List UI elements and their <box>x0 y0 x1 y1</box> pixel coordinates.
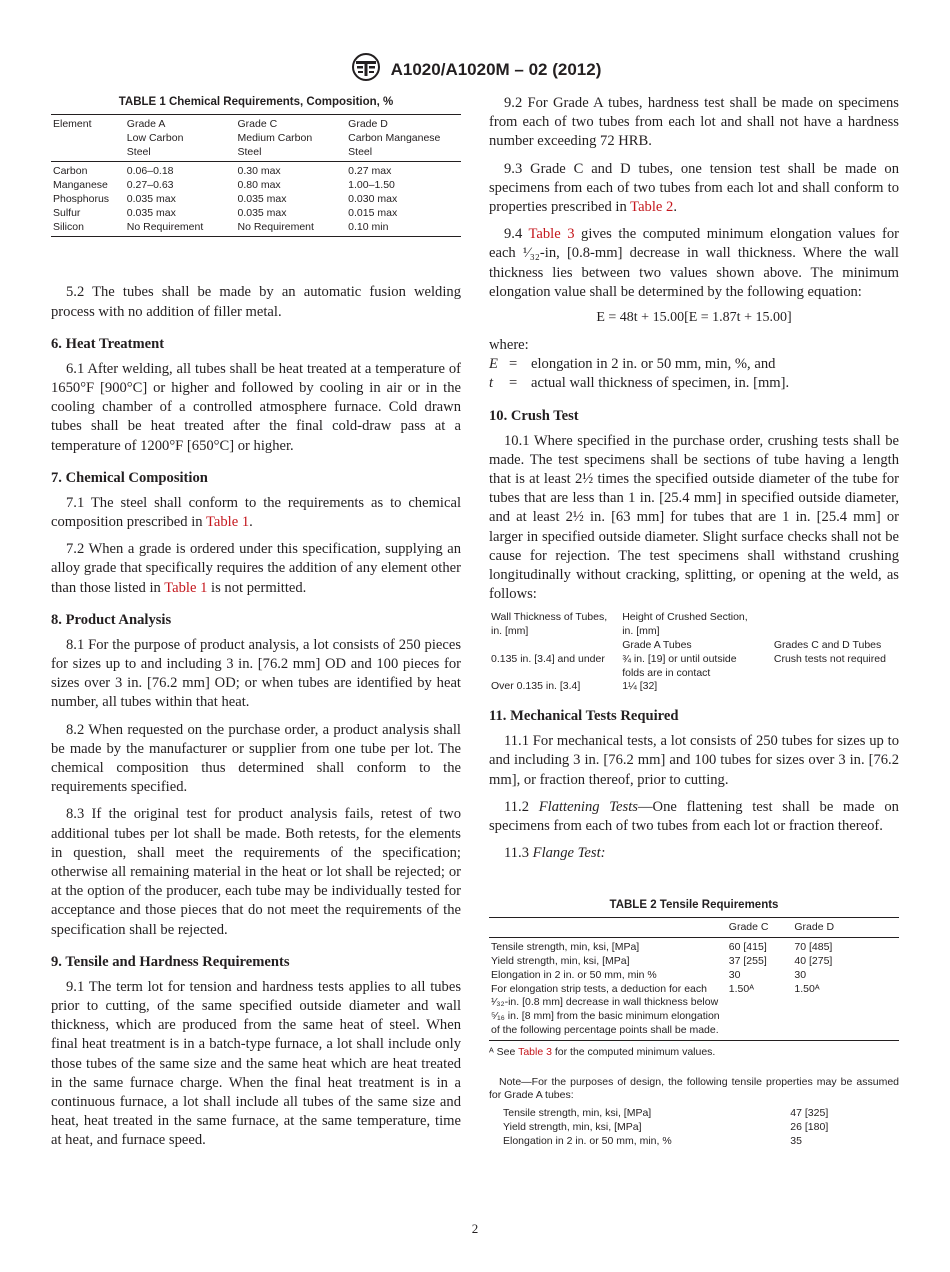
table-row <box>51 179 461 193</box>
table-row <box>489 983 899 1041</box>
crush-cell: folds are in contact <box>622 666 711 679</box>
table3-link[interactable]: Table 3 <box>528 226 575 243</box>
table1-cell: 1.00–1.50 <box>348 179 395 192</box>
table1-cell: 0.80 max <box>237 179 281 192</box>
note-cell: Yield strength, min, ksi, [MPa] <box>503 1121 642 1134</box>
table1-link[interactable]: Table 1 <box>164 579 208 596</box>
section-6-heading: 6. Heat Treatment <box>51 335 165 352</box>
crush-cell <box>772 680 899 694</box>
table1-cell: 0.035 max <box>126 192 176 205</box>
crush-head-cell: Height of Crushed Section, <box>622 611 748 624</box>
table1-cell: 0.015 max <box>348 206 398 219</box>
table2-cell: 1.50ᴬ <box>728 982 754 995</box>
paragraph-8-1: 8.1 For the purpose of product analysis, a lot consists of 250 pieces for sizes up to and including 3 in. [76.2 mm] OD and 100 pieces for sizes over 3 in. [76.2 mm] OD; or when tubes are identified by heat number, all tubes within that heat. <box>51 636 461 711</box>
where-label <box>489 336 899 355</box>
section-8-heading: 8. Product Analysis <box>51 611 172 628</box>
table-row <box>489 1135 899 1149</box>
footnote-text: for the computed minimum values. <box>551 1045 716 1058</box>
paragraph-10-1: 10.1 Where specified in the purchase order, crushing tests shall be made. The test specimens shall be sections of tube having a length that is at least 2½ times the specified outside diameter of the tube for tubes that are less than 1 in. [25.4 mm] in specified outside diameter, and at least 2½ in. [63 mm] for tubes that are 1 in. [25.4 mm] or larger in specified outside diameter. Slight surface checks shall not be cause for rejection. The test specimens shall withstand crushing longitudinally without cracking, splitting, or opening at the weld, as follows: <box>489 432 899 603</box>
paragraph-text: gives the computed minimum elongation values for each ¹⁄₃₂-in, [0.8-mm] decrease in wall thickness. Where the wall thickness lies between two values shown above. The minimum elongation value shall be determined by the following equation: <box>489 226 899 300</box>
paragraph-text: 9.4 <box>504 226 529 243</box>
table1-head-cell <box>51 146 125 162</box>
table1-cell: 0.035 max <box>126 206 176 219</box>
table2-cell: Tensile strength, min, ksi, [MPa] <box>491 941 640 954</box>
table-row <box>489 1121 899 1135</box>
table2-cell: 30 <box>728 968 741 981</box>
table2-footnote <box>489 1046 899 1060</box>
note-cell: 26 [180] <box>790 1121 829 1134</box>
page-header <box>0 52 950 87</box>
table-row <box>51 207 461 221</box>
table1-cell: 0.06–0.18 <box>126 165 174 178</box>
paragraph-11-3 <box>489 844 899 863</box>
table1 <box>51 114 461 237</box>
crush-head-cell <box>772 625 899 639</box>
table2-cell: 40 [275] <box>794 955 833 968</box>
table-row <box>51 193 461 207</box>
table2-cell: 70 [485] <box>794 941 833 954</box>
paragraph-9-4 <box>489 225 899 302</box>
table1-head-cell: Steel <box>126 145 151 158</box>
table-row <box>489 680 899 694</box>
definition-symbol: t <box>489 375 494 392</box>
table1-head-cell: Grade C <box>237 118 278 130</box>
table1-cell: Silicon <box>53 220 84 233</box>
table2-head-cell: Grade C <box>728 921 769 934</box>
definition-text: elongation in 2 in. or 50 mm, min, %, and <box>531 356 776 373</box>
crush-head-cell: Wall Thickness of Tubes, <box>491 611 608 624</box>
definition-row <box>489 374 899 393</box>
crush-head-cell: Grade A Tubes <box>622 639 692 652</box>
table1-head-cell: Medium Carbon <box>237 131 313 144</box>
table1-cell: 0.035 max <box>237 192 287 205</box>
paragraph-11-1: 11.1 For mechanical tests, a lot consists of 250 tubes for sizes up to and including 3 in. [76.2 mm] and 100 tubes for sizes over 3 in. [76.2 mm], or fraction thereof, prior to cutting. <box>489 733 899 788</box>
table1-head-cell: Low Carbon <box>126 131 184 144</box>
table1-cell: Phosphorus <box>53 192 110 205</box>
crush-cell: ¾ in. [19] or until outside <box>622 652 737 665</box>
table-row <box>489 667 899 681</box>
paragraph-7-1 <box>51 494 461 532</box>
table1-head-cell: Steel <box>348 145 373 158</box>
note-cell: Tensile strength, min, ksi, [MPa] <box>503 1107 652 1120</box>
table1-head-cell: Element <box>53 118 92 130</box>
table-row <box>51 162 461 179</box>
crush-cell: 1¼ [32] <box>622 680 658 693</box>
paragraph-text: 7.2 When a grade is ordered under this specification, supplying an alloy grade that specifically requires the addition of any element other than those listed in <box>51 541 461 596</box>
where-text: where: <box>489 337 529 354</box>
table1-cell: No Requirement <box>126 220 204 233</box>
crush-cell: 0.135 in. [3.4] and under <box>491 652 605 665</box>
table1-cell: Manganese <box>53 179 108 192</box>
paragraph-text: 11.3 <box>504 845 533 862</box>
design-note-table <box>489 1107 899 1148</box>
table2-caption: TABLE 2 Tensile Requirements <box>609 899 779 912</box>
paragraph-text: 7.1 The steel shall conform to the requirements as to chemical composition prescribed in <box>51 494 461 530</box>
table-row <box>489 1107 899 1121</box>
crush-head-cell: in. [mm] <box>622 625 660 638</box>
section-9-heading: 9. Tensile and Hardness Requirements <box>51 953 290 970</box>
table1-cell: 0.10 min <box>348 220 389 233</box>
table2-cell: 60 [415] <box>728 941 767 954</box>
table-row <box>489 653 899 667</box>
definition-row <box>489 355 899 374</box>
table2-cell: 1.50ᴬ <box>794 982 820 995</box>
table-row <box>51 221 461 237</box>
crush-head-cell <box>772 611 899 625</box>
crush-test-table <box>489 611 899 694</box>
definition-symbol: E <box>489 356 498 373</box>
paragraph-9-2: 9.2 For Grade A tubes, hardness test shall be made on specimens from each of two tubes from each lot and shall not have a hardness number exceeding 72 HRB. <box>489 95 899 150</box>
paragraph-9-1: 9.1 The term lot for tension and hardness tests applies to all tubes prior to cutting, of the same specified outside diameter and wall thickness, which are produced from the same heat of steel. When final heat treatment is in a batch-type furnace, a lot shall include only those tubes of the same size and the same heat which are heat treated in the same furnace charge. When the final heat treatment is in a continuous furnace, a lot shall include all tubes of the same size and heat, heat treated in the same furnace, at the same temperature, time at heat, and furnace speed. <box>51 978 461 1149</box>
paragraph-text: is not permitted. <box>207 579 307 596</box>
table1-cell: 0.035 max <box>237 206 287 219</box>
table1-head-cell <box>51 132 125 146</box>
table3-link[interactable]: Table 3 <box>518 1045 552 1058</box>
paragraph-9-3 <box>489 160 899 218</box>
table2-head-cell <box>489 918 727 938</box>
definition-equals: = <box>509 356 518 373</box>
crush-head-cell: Grades C and D Tubes <box>773 639 882 652</box>
table1-cell: 0.30 max <box>237 165 281 178</box>
page-number: 2 <box>471 1221 479 1236</box>
table1-head-cell: Grade A <box>126 118 166 130</box>
table1-cell: 0.030 max <box>348 192 398 205</box>
crush-head-cell <box>489 639 620 653</box>
table-row <box>489 955 899 969</box>
table2-head-cell: Grade D <box>794 921 835 934</box>
table2-cell: Yield strength, min, ksi, [MPa] <box>491 955 630 968</box>
note-cell: Elongation in 2 in. or 50 mm, min, % <box>503 1134 672 1147</box>
table1-head-cell: Steel <box>237 145 262 158</box>
table2-cell: Elongation in 2 in. or 50 mm, min % <box>491 968 657 981</box>
right-column <box>489 94 899 1149</box>
paragraph-5-2: 5.2 The tubes shall be made by an automatic fusion welding process with no addition of filler metal. <box>51 284 461 320</box>
note-cell: 35 <box>790 1134 802 1147</box>
paragraph-text: . <box>249 514 253 530</box>
paragraph-11-2 <box>489 798 899 836</box>
section-7-heading: 7. Chemical Composition <box>51 469 208 486</box>
table2-cell: 37 [255] <box>728 955 767 968</box>
left-column <box>51 94 461 1159</box>
footnote-text: ᴬ See <box>489 1045 519 1058</box>
table1-cell: 0.27–0.63 <box>126 179 174 192</box>
crush-head-cell: in. [mm] <box>491 625 529 638</box>
table-row <box>489 938 899 955</box>
paragraph-6-1: 6.1 After welding, all tubes shall be heat treated at a temperature of 1650°F [900°C] or higher and followed by cooling in air or in the cooling chamber of a controlled atmosphere furnace. Cold drawn tubes shall be heat treated after the final cold-draw pass at a temperature of 1200°F [650°C] or higher. <box>51 360 461 454</box>
table1-caption: TABLE 1 Chemical Requirements, Composition, % <box>118 96 394 108</box>
table1-head-cell: Carbon Manganese <box>348 131 441 144</box>
section-10-heading: 10. Crush Test <box>489 407 579 424</box>
paragraph-text: . <box>673 199 677 216</box>
note-cell: 47 [325] <box>790 1107 829 1120</box>
section-11-heading: 11. Mechanical Tests Required <box>489 708 679 725</box>
paragraph-text: 9.3 Grade C and D tubes, one tension test shall be made on specimens from each of two tubes from each lot and shall conform to properties prescribed in <box>489 160 899 216</box>
table2 <box>489 917 899 1040</box>
paragraph-italic: Flange Test: <box>532 845 606 862</box>
table2-cell: For elongation strip tests, a deduction for each ¹⁄₃₂-in. [0.8 mm] decrease in wall thickness below ⁵⁄₁₆ in. [8 mm] from the basic minimum elongation of the following percentage points shall be made. <box>491 982 720 1037</box>
paragraph-7-2 <box>51 540 461 598</box>
design-note: Note—For the purposes of design, the following tensile properties may be assumed for Grade A tubes: <box>489 1075 899 1102</box>
definition-equals: = <box>509 375 518 392</box>
table2-link[interactable]: Table 2 <box>630 199 674 216</box>
table-row <box>489 969 899 983</box>
paragraph-text: —One flattening test shall be made on specimens from each of two tubes from each lot or fraction thereof. <box>489 798 899 835</box>
definition-text: actual wall thickness of specimen, in. [mm]. <box>531 375 790 392</box>
paragraph-8-2: 8.2 When requested on the purchase order, a product analysis shall be made by the manufacturer or supplier from one tube per lot. The chemical composition thus determined shall conform to the requirements specified. <box>51 721 461 796</box>
document-designation: A1020/A1020M – 02 (2012) <box>390 59 602 79</box>
elongation-equation: E = 48t + 15.00[E = 1.87t + 15.00] <box>596 310 792 326</box>
crush-cell <box>489 667 620 681</box>
crush-cell: Crush tests not required <box>773 652 886 665</box>
crush-cell: Over 0.135 in. [3.4] <box>491 680 581 693</box>
paragraph-text: 11.2 <box>504 798 539 815</box>
table1-cell: Carbon <box>53 165 88 178</box>
paragraph-italic: Flattening Tests <box>538 798 638 815</box>
table1-cell: Sulfur <box>53 206 81 219</box>
table1-head-cell: Grade D <box>348 118 388 130</box>
table1-cell: No Requirement <box>237 220 314 233</box>
table1-cell: 0.27 max <box>348 165 392 178</box>
table2-cell: 30 <box>794 968 807 981</box>
paragraph-8-3: 8.3 If the original test for product analysis fails, retest of two additional tubes per lot shall be made. Both retests, for the elements in question, shall meet the requirements of the specification; otherwise all remaining material in the heat or lot shall be rejected; or at the option of the producer, each tube may be individually tested for acceptance and those pieces that do not meet the requirements of the specification shall be rejected. <box>51 806 461 938</box>
astm-logo-icon <box>349 52 383 87</box>
table1-link[interactable]: Table 1 <box>205 514 250 530</box>
crush-cell <box>772 667 899 681</box>
